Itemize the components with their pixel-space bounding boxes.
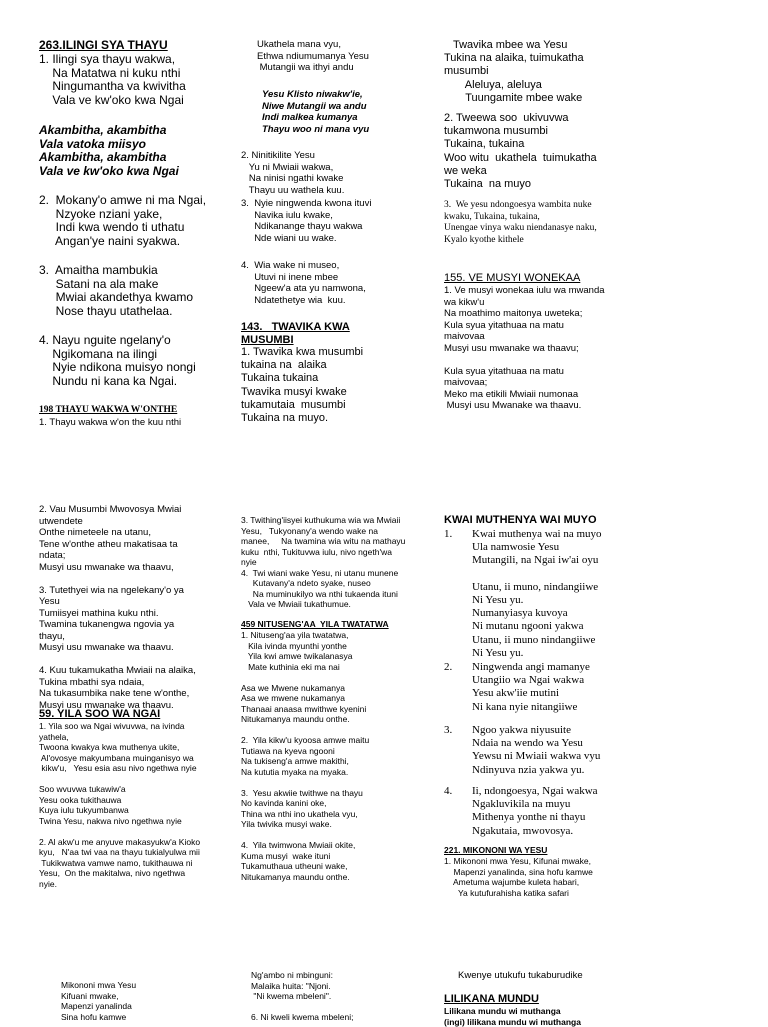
kwai-muthenya-verse-3: Ngoo yakwa niyusuite Ndaia na wendo wa Yesu Yewsu ni Mwiaii wakwa vyu Ndinyuva nzia yakwa yu. [472,724,601,776]
hymn-263-chorus: Akambitha, akambitha Vala vatoka miisyo Akambitha, akambitha Vala ve kw'oko kwa Ngai [39,123,179,178]
hymn-262-verse-4: 4. Wia wake ni museo, Utuvi ni inene mbee Ngeew'a ata yu namwona, Ndatethetye wia kuu. [241,260,366,306]
hymn-221-chorus: Mikononi mwa Yesu Kifuani mwake, Mapenzi yanalinda Sina hofu kamwe [61,980,137,1022]
hymn-221-closing-line: Kwenye utukufu tukaburudike [458,970,583,981]
kwai-muthenya-v3-number: 3. [444,724,453,736]
hymn-262-lines: Ukathela mana vyu, Ethwa ndiumumanya Yesu Mutangii wa ithyi andu [257,39,369,73]
hymn-143-verse-2: 2. Tweewa soo ukivuvwa tukamwona musumbi Tukaina, tukaina Woo witu ukathela tuimukatha we weka Tukaina na muyo [444,112,597,191]
lilikana-mundu-title: LILIKANA MUNDU [444,993,539,1005]
hymn-143-title: 143. TWAVIKA KWA MUSUMBI [241,321,350,347]
kwai-muthenya-v2-number: 2. [444,661,453,673]
kwai-muthenya-v1-number: 1. [444,528,453,540]
hymn-459-text: 1. Nituseng'aa yila twatatwa, Kila ivinda myunthi yonthe Yila kwi amwe twikalanasya Mate kuthinia eki ma nai Asa we Mwene nukamanya Asa we mwene nukamanya Thanaai anaasa mwithwe kyenini Nitukamanya maundu onthe. 2. Yila kikw'u kyoosa amwe maitu Tutiawa na kyeva ngooni Na tukiseng'a amwe makithi, Na kututia myaka na myaka. 3. Yesu akwiie twithwe na thayu No kavinda kanini oke, Thina wa nthi ino ukathela vyu, Yila twivika musyi wake. 4. Yila twimwona Mwiaii okite, Kuma musyi wake ituni Tukamuthaua utheuni wake, Nitukamanya maundu onthe. [241,630,370,882]
kwai-muthenya-verse-4: Ii, ndongoesya, Ngai wakwa Ngakluvikila na muyu Mithenya yonthe ni thayu Ngakutaia, mwovosya. [472,785,598,837]
kwai-muthenya-title: KWAI MUTHENYA WAI MUYO [444,514,597,526]
hymn-59-verses-3-4: 3. Twithing'iisyei kuthukuma wia wa Mwiaii Yesu, Tukyonany'a wendo wake na manee, Na twamina wia witu na mathayu kuku nthi, Tukituvwa iulu, nivo ngeth'wa nyie 4. Twi wiani wake Yesu, ni utanu munene Kutavany'a ndeto syake, nuseo Na muminukilyo wa nthi tukaenda ituni Vala ve Mwiaii tukathumue. [241,515,406,609]
hymn-59-title: 59. YILA SOO WA NGAI [39,708,161,720]
hymn-262-verse-3: 3. Nyie ningwenda kwona ituvi Navika iulu kwake, Ndikanange thayu wakwa Nde wiani uu wake. [241,198,372,244]
hymn-59-text: 1. Yila soo wa Ngai wivuvwa, na ivinda yathela, Twoona kwakya kwa muthenya ukite, Al'ovosye makyumbana muinganisyo wa kikw'u, Yesu esia asu nivo ngethwa nyie Soo wvuvwa tukawiw'a Yesu ooka tukithauwa Kuya iulu tukyumbanwa Twina Yesu, nakwa nivo ngethwa nyie 2. Al akw'u me anyuve makasyukw'a Kioko kyu, N'aa twi vaa na thayu tukialyulwa mii Tukikwatwa vamwe namo, tukithauwa ni Yesu, On the makitalwa, nivo ngethwa nyie. [39,721,201,889]
hymn-263-verse-2: 2. Mokany'o amwe ni ma Ngai, Nzyoke nziani yake, Indi kwa wendo ti uthatu Angan'ye naini syakwa. [39,193,207,248]
lilikana-mundu-text: Lilikana mundu wi muthanga (ingi) lilikana mundu wi muthanga [444,1006,581,1027]
hymn-continuation: Ng'ambo ni mbinguni: Malaika huita: "Njoni. "Ni kwema mbeleni". 6. Ni kweli kwema mbeleni; [251,970,354,1022]
kwai-muthenya-verse-1: Kwai muthenya wai na muyo Ula namwosie Yesu Mutangili, na Ngai iw'ai oyu Utanu, ii muno, nindangiiwe Ni Yesu yu. Numanyiasya kuvoya Ni mutanu ngooni yakwa Utanu, ii muno nindangiiwe Ni Yesu yu. [472,528,602,659]
hymn-155-text: 1. Ve musyi wonekaa iulu wa mwanda wa kikw'u Na moathimo maitonya uweteka; Kula syua yitathuaa na matu maivovaa Musyi usu mwanake wa thaavu; Kula syua yitathuaa na matu maivovaa; Meko ma etikili Mwiaii numonaa Musyi usu Mwanake wa thaavu. [444,285,605,411]
hymn-263-verse-4: 4. Nayu nguite ngelany'o Ngikomana na ilingi Nyie ndikona muisyo nongi Nundu ni kana ka Ngai. [39,333,196,388]
hymn-198-verse-1: 1. Thayu wakwa w'on the kuu nthi [39,417,182,428]
hymn-263-verse-3: 3. Amaitha mambukia Satani na ala make Mwiai akandethya kwamo Nose thayu utathelaa. [39,263,194,318]
hymn-143-verse-3: 3. We yesu ndongoesya wambita nuke kwaku, Tukaina, tukaina, Unengae vinya waku niendanasye naku, Kyalo kyothe kithele [444,200,597,245]
hymn-459-title: 459 NITUSENG'AA YILA TWATATWA [241,619,389,629]
hymn-198-verses: 2. Vau Musumbi Mwovosya Mwiai utwendete Onthe nimeteele na utanu, Tene w'onthe atheu makatisaa ta ndata; Musyi usu mwanake wa thaavu, 3. Tutethyei wia na ngelekany'o ya Yesu Tumiisyei mathina kuku nthi. Twamina tukanengwa ngovia ya thayu, Musyi usu mwanake wa thaavu. 4. Kuu tukamukatha Mwiaii na alaika, Tukina mbathi sya ndaia, Na tukasumbika nake tene w'onthe, Musyi usu mwanake wa thaavu. [39,504,196,711]
hymn-262-verse-2: 2. Ninitikilite Yesu Yu ni Mwiaii wakwa, Na ninisi ngathi kwake Thayu uu wathela kuu. [241,150,345,196]
hymn-263-verse-1: 1. Ilingi sya thayu wakwa, Na Matatwa ni kuku nthi Ningumantha va kwivitha Vala ve kw'oko kwa Ngai [39,52,186,107]
hymn-155-title: 155. VE MUSYI WONEKAA [444,272,581,284]
kwai-muthenya-v4-number: 4. [444,785,453,797]
hymn-143-chorus: Twavika mbee wa Yesu Tukina na alaika, tuimukatha musumbi Aleluya, aleluya Tuungamite mbee wake [444,39,584,104]
kwai-muthenya-verse-2: Ningwenda angi mamanye Utangiio wa Ngai wakwa Yesu akw'iie mutini Ni kana nyie nitangiiwe [472,661,590,713]
hymn-262-chorus: Yesu Klisto niwakw'ie, Niwe Mutangii wa andu Indi malkea kumanya Thayu woo ni mana vyu [262,89,370,135]
hymn-221-title: 221. MIKONONI WA YESU [444,845,548,855]
hymn-221-text: 1. Mikononi mwa Yesu, Kifunai mwake, Mapenzi yanalinda, sina hofu kamwe Ametuma wajumbe kuleta habari, Ya kutufurahisha katika safari [444,856,593,898]
hymn-143-verse-1: 1. Twavika kwa musumbi tukaina na alaika Tukaina tukaina Twavika musyi kwake tukamutaia musumbi Tukaina na muyo. [241,346,364,425]
hymn-198-title: 198 THAYU WAKWA W'ONTHE [39,405,178,415]
hymn-263-title: 263.ILINGI SYA THAYU [39,38,168,52]
